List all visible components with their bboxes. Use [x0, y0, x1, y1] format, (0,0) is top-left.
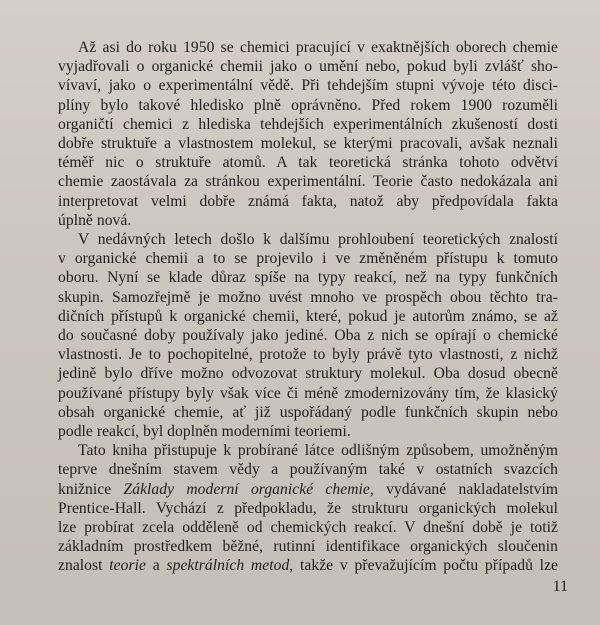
text-line: vyjadřovali o organické chemii jako o umění nebo, pokud byli zvlášť sho- [58, 58, 558, 76]
text-line: do současné doby používaly jako jediné. Oba z nich se opírají o chemické [58, 327, 558, 345]
italic-term-spectral: spektrálních metod [166, 557, 290, 575]
italic-term-theory: teorie [109, 557, 146, 575]
paragraph-2 [38, 230, 558, 441]
text-line: Tato kniha přistupuje k probírané látce odlišným způsobem, umožněným [78, 442, 558, 460]
text-line: vívaví, jako o experimentální vědě. Při tehdejším stupni vývoje této disci- [58, 77, 558, 95]
text-line: používané přístupy byly však více či méně zmodernizovány tím, že klasický [58, 384, 558, 402]
text-line: v organické chemii a to se projevilo i ve změněném přístupu k tomuto [58, 250, 558, 268]
text-fragment: knižnice [58, 480, 124, 498]
text-fragment: , takže v převažujícím počtu případů lze [289, 557, 559, 575]
text-line: dičních přístupů k organické chemii, které, pokud je autorům známo, se až [58, 307, 558, 325]
text-line: oboru. Nyní se klade důraz spíše na typy reakcí, než na typy funkčních [58, 269, 558, 287]
text-line: jedině bylo dříve možno odvozovat struktury molekul. Oba dosud obecně [58, 365, 558, 383]
text-line [38, 480, 558, 499]
text-line: úplně nová. [58, 211, 132, 229]
paragraph-3 [38, 441, 558, 575]
text-fragment: znalost [58, 557, 110, 575]
text-line: skupin. Samozřejmě je možno uvést mnoho ve prospěch obou těchto tra- [58, 288, 558, 306]
text-line: V nedávných letech došlo k dalšímu prohloubení teoretických znalostí [78, 231, 558, 249]
text-line: chemie zaostávala za stránkou experimentální. Teorie často nedokázala ani [58, 173, 558, 191]
series-title-italic: Základy moderní organické chemie [123, 480, 370, 498]
text-line [38, 556, 558, 575]
text-line: obsah organické chemie, ať již uspořádaný podle funkčních skupin nebo [58, 403, 558, 421]
text-fragment: , vydávané nakladatelstvím [369, 480, 559, 498]
text-line: dobře struktuře a vlastnostem molekul, se kterými pracovali, avšak neznali [58, 135, 558, 153]
text-line: Prentice-Hall. Vychází z předpokladu, že strukturu organických molekul [58, 499, 558, 517]
text-line: plíny bylo takové hledisko plně oprávněno. Před rokem 1900 rozuměli [58, 96, 558, 114]
text-line: lze probírat zcela odděleně od chemických reakcí. V dnešní době je totiž [58, 519, 558, 537]
text-line: teprve dnešním stavem vědy a používaným také v ostatních svazcích [58, 461, 558, 479]
paragraph-1 [38, 38, 558, 230]
text-line: téměř nic o struktuře atomů. A tak teoretická stránka tohoto odvětví [58, 154, 558, 172]
text-line: interpretovat velmi dobře známá fakta, natož aby předpovídala fakta [58, 192, 558, 210]
text-line: organičtí chemici z hlediska tehdejších experimentálních zkušeností dosti [58, 115, 558, 133]
text-line: podle reakcí, byl doplněn moderními teoriemi. [58, 423, 351, 441]
body-text [38, 38, 558, 576]
text-line: vlastnosti. Je to pochopitelné, protože to byly právě tyto vlastnosti, z nichž [58, 346, 558, 364]
text-line: Až asi do roku 1950 se chemici pracující v exaktnějších oborech chemie [78, 39, 558, 56]
text-line: základním prostředkem běžné, rutinní identifikace organických sloučenin [58, 538, 558, 556]
text-fragment: a [145, 557, 167, 575]
page-number: 11 [552, 578, 568, 595]
